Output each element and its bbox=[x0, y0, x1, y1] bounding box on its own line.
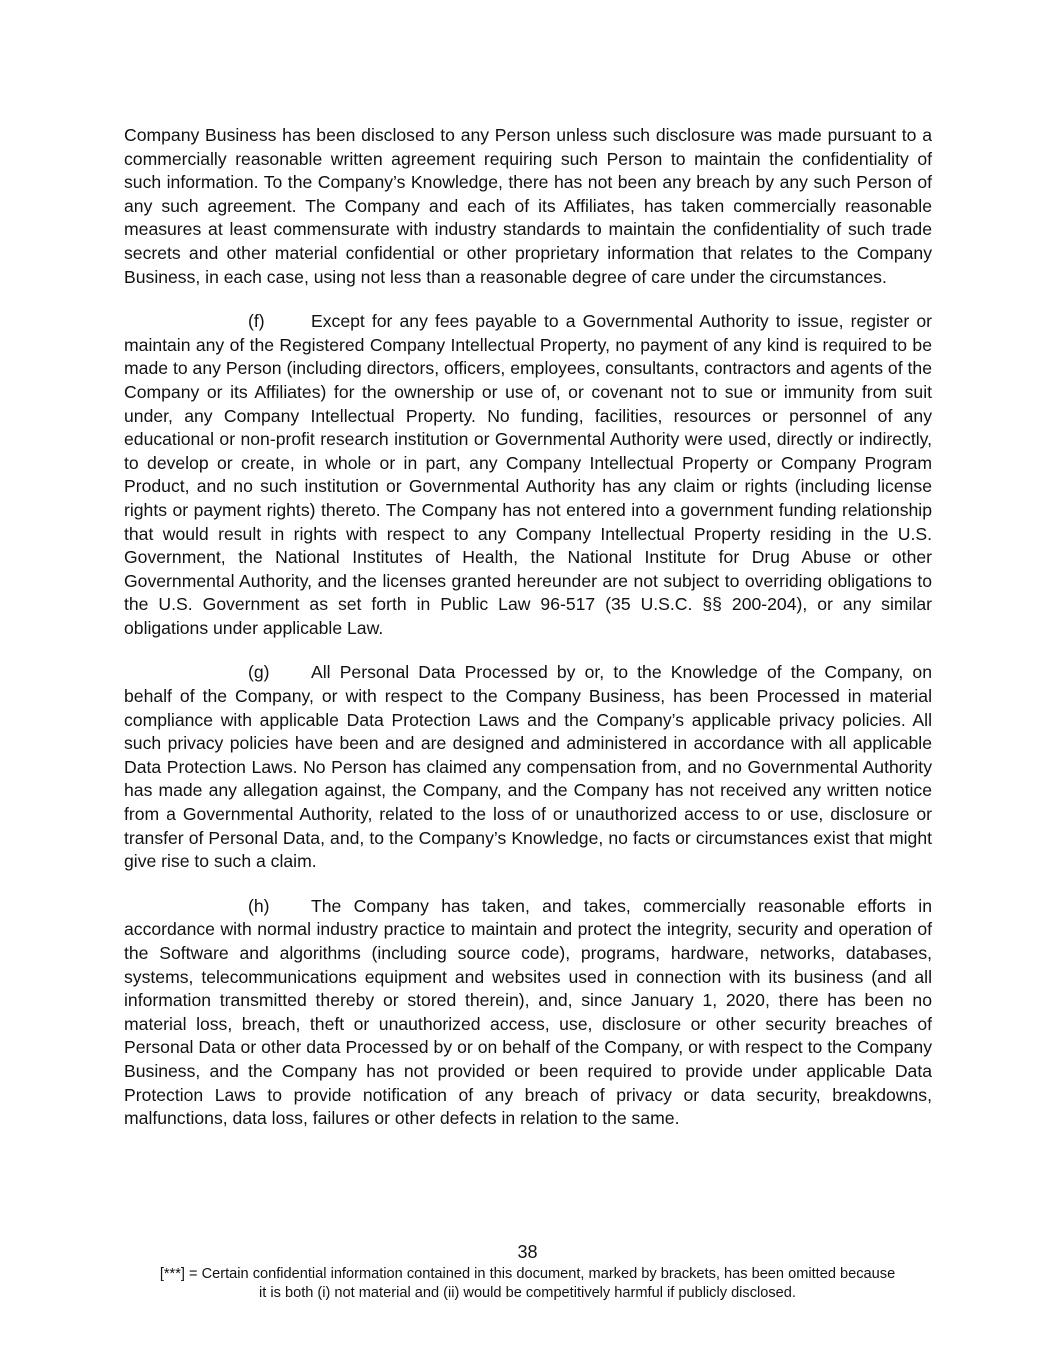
paragraph-continuation bbox=[124, 124, 932, 289]
page-number: 38 bbox=[517, 1242, 538, 1262]
paragraph-text: Company Business has been disclosed to any Person unless such disclosure was made pursuant to a commercially reasonable written agreement requiring such Person to maintain the confidentiality of such information. To the Company’s Knowledge, there has not been any breach by any such Person of any such agreement. The Company and each of its Affiliates, has taken commercially reasonable measures at least commensurate with industry standards to maintain the confidentiality of such trade secrets and other material confidential or other proprietary information that relates to the Company Business, in each case, using not less than a reasonable degree of care under the circumstances. bbox=[124, 125, 932, 287]
paragraph-text: The Company has taken, and takes, commercially reasonable efforts in accordance with normal industry practice to maintain and protect the integrity, security and operation of the Software and algorithms (including source code), programs, hardware, networks, databases, systems, telecommunications equipment and websites used in connection with its business (and all information transmitted thereby or stored therein), and, since January 1, 2020, there has been no material loss, breach, theft or unauthorized access, use, disclosure or other security breaches of Personal Data or other data Processed by or on behalf of the Company, or with respect to the Company Business, and the Company has not provided or been required to provide under applicable Data Protection Laws to provide notification of any breach of privacy or data security, breakdowns, malfunctions, data loss, failures or other defects in relation to the same. bbox=[124, 895, 932, 1129]
paragraph-text: Except for any fees payable to a Governmental Authority to issue, register or maintain any of the Registered Company Intellectual Property, no payment of any kind is required to be made to any Person (including directors, officers, employees, consultants, contractors and agents of the Company or its Affiliates) for the ownership or use of, or covenant not to sue or immunity from suit under, any Company Intellectual Property. No funding, facilities, resources or personnel of any educational or non-profit research institution or Governmental Authority were used, directly or indirectly, to develop or create, in whole or in part, any Company Intellectual Property or Company Program Product, and no such institution or Governmental Authority has any claim or rights (including license rights or payment rights) thereto. The Company has not entered into a government funding relationship that would result in rights with respect to any Company Intellectual Property residing in the U.S. Government, the National Institutes of Health, the National Institute for Drug Abuse or other Governmental Authority, and the licenses granted hereunder are not subject to overriding obligations to the U.S. Government as set forth in Public Law 96-517 (35 U.S.C. §§ 200-204), or any similar obligations under applicable Law. bbox=[124, 311, 932, 638]
paragraph-label: (g) bbox=[248, 662, 270, 683]
paragraph-f bbox=[124, 310, 932, 640]
footnote-line-2: it is both (i) not material and (ii) would be competitively harmful if publicly disclosed. bbox=[259, 1285, 796, 1301]
document-body bbox=[124, 124, 932, 1152]
paragraph-h bbox=[124, 895, 932, 1131]
footnote-line-1: [***] = Certain confidential information contained in this document, marked by brackets, has been omitted because bbox=[159, 1266, 896, 1282]
paragraph-label: (f) bbox=[248, 311, 265, 332]
confidentiality-footnote bbox=[0, 1265, 1055, 1303]
paragraph-text: All Personal Data Processed by or, to the Knowledge of the Company, on behalf of the Company, or with respect to the Company Business, has been Processed in material compliance with applicable Data Protection Laws and the Company’s applicable privacy policies. All such privacy policies have been and are designed and administered in accordance with all applicable Data Protection Laws. No Person has claimed any compensation from, and no Governmental Authority has made any allegation against, the Company, and the Company has not received any written notice from a Governmental Authority, related to the loss of or unauthorized access to or use, disclosure or transfer of Personal Data, and, to the Company’s Knowledge, no facts or circumstances exist that might give rise to such a claim. bbox=[124, 662, 932, 872]
paragraph-g bbox=[124, 661, 932, 873]
paragraph-label: (h) bbox=[248, 895, 270, 916]
